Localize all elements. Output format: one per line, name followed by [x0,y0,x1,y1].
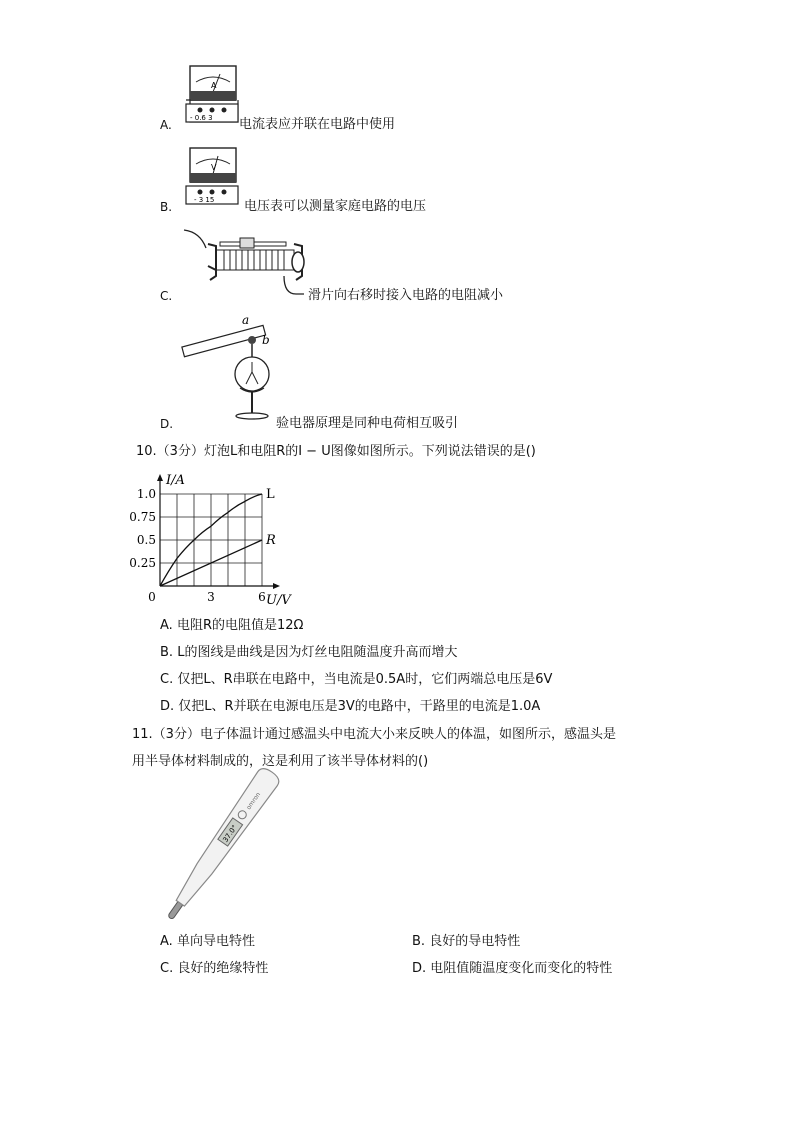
option-letter: C. [160,289,173,303]
option-letter: D. [160,417,174,431]
ammeter-symbol: A [211,81,217,90]
q10-option-d [160,698,540,716]
q10-stem: 10.（3分）灯泡L和电阻R的I − U图像如图所示。下列说法错误的是() [136,444,536,459]
x-tick-label: 6 [258,590,266,604]
option-letter: D. [412,961,427,976]
q11-stem-line1: 11.（3分）电子体温计通过感温头中电流大小来反映人的体温，如图所示，感温头是 [132,727,616,742]
q11-option-b [412,933,520,951]
q9-option-d [160,314,560,438]
thermometer-display: 37.0° [221,823,239,844]
option-letter: B. [160,200,173,214]
voltmeter-terminals: - 3 15 [194,196,215,204]
q9-option-a [160,64,460,134]
option-letter: D. [160,699,175,714]
q11-stem-line2: 用半导体材料制成的，这是利用了该半导体材料的() [132,754,429,769]
option-text: 电压表可以测量家庭电路的电压 [244,199,427,214]
option-text: 良好的导电特性 [429,934,521,949]
q10-option-b [160,644,457,662]
q9-option-c [160,226,560,306]
option-text: 仅把L、R并联在电源电压是3V的电路中，干路里的电流是1.0A [178,699,541,714]
q11-option-d [412,960,612,978]
option-text: 单向导电特性 [176,934,255,949]
option-text: 电流表应并联在电路中使用 [239,117,396,132]
option-letter: C. [160,672,174,687]
y-axis-label: I/A [166,473,185,488]
label-b: b [262,333,270,347]
option-text: 电阻R的电阻值是12Ω [176,618,304,633]
option-text: 良好的绝缘特性 [177,961,269,976]
q10-option-a [160,617,303,635]
rheostat-image [180,226,320,306]
q11-option-a [160,933,255,951]
option-text: 电阻值随温度变化而变化的特性 [430,961,613,976]
x-axis-arrow [273,583,280,589]
y-tick-label: 1.0 [136,487,156,501]
series-label-L: L [266,487,275,502]
ammeter-terminals: - 0.6 3 [190,114,213,122]
label-a: a [242,313,250,327]
option-letter: C. [160,961,174,976]
x-tick-label: 3 [207,590,215,604]
option-letter: A. [160,618,173,633]
thermometer-image [158,780,308,930]
x-axis-label: U/V [266,593,291,608]
y-axis-arrow [157,474,163,481]
thermometer-brand: omron [245,791,263,812]
q9-option-b [160,146,460,216]
y-tick-label: 0.5 [136,533,156,547]
option-letter: A. [160,934,173,949]
x-tick-label: 0 [148,590,156,604]
option-text: 验电器原理是同种电荷相互吸引 [276,416,459,431]
q10-option-c [160,671,552,689]
y-tick-label: 0.75 [129,510,156,524]
option-text: L的图线是曲线是因为灯丝电阻随温度升高而增大 [177,645,458,660]
option-letter: B. [160,645,174,660]
option-letter: A. [160,118,172,132]
voltmeter-symbol: V [211,163,217,172]
q11-option-c [160,960,268,978]
option-letter: B. [412,934,426,949]
option-text: 仅把L、R串联在电路中，当电流是0.5A时，它们两端总电压是6V [177,672,553,687]
y-tick-label: 0.25 [129,556,156,570]
iu-graph [128,468,308,608]
option-text: 滑片向右移时接入电路的电阻减小 [308,288,504,303]
series-label-R: R [266,533,276,548]
